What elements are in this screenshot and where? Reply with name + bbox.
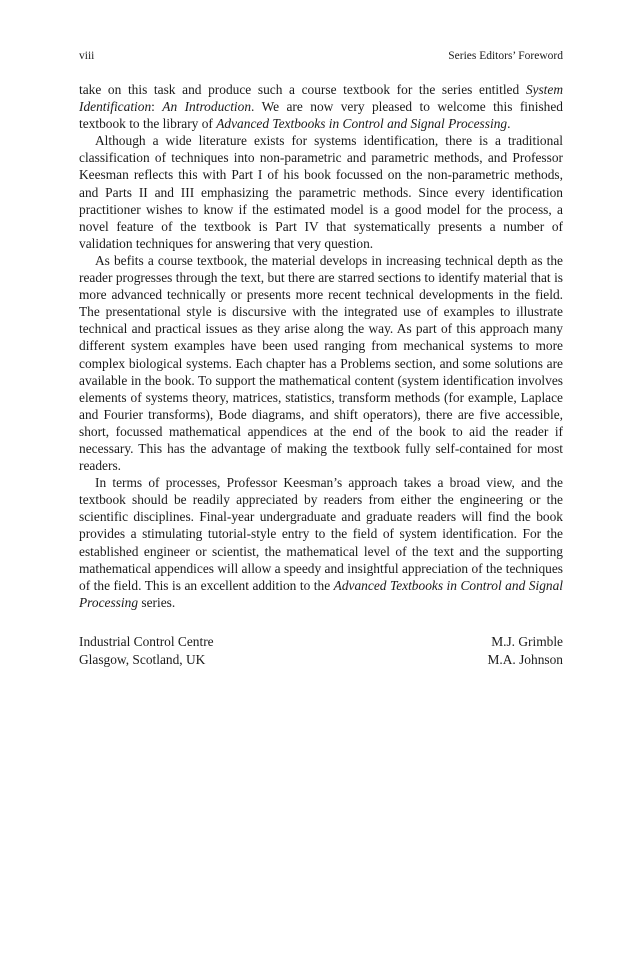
p1-series-title: Advanced Textbooks in Control and Signal Processing	[216, 116, 508, 132]
p1-text-3: . We are now very pleased to welcome this finished textbook to the library of	[79, 99, 563, 132]
foreword-body	[79, 81, 563, 611]
p4-text-2: series.	[138, 594, 176, 610]
author-2: M.A. Johnson	[487, 651, 563, 667]
affiliation-line-1: Industrial Control Centre	[79, 634, 214, 649]
paragraph-3: As befits a course textbook, the material develops in increasing technical depth as the reader progresses through the text, but there are starred sections to identify material that is more advanced technically or presents more recent technical developments in the field. The presentational style is discursive with the integrated use of examples to illustrate technical and practical issues as they arise along the way. As part of this approach many different system examples have been used ranging from mechanical systems to more complex biological systems. Each chapter has a Problems section, and some solutions are available in the book. To support the mathematical content (system identification involves elements of systems theory, matrices, statistics, transform methods (for example, Laplace and Fourier transforms), Bode diagrams, and shift operators), there are five accessible, short, focussed mathematical appendices at the end of the book to aid the reader if necessary. This has the advantage of making the textbook fully self-contained for most readers.	[79, 252, 563, 474]
p1-text-1: take on this task and produce such a course textbook for the series entitled	[79, 82, 526, 97]
p1-text-2: :	[151, 99, 163, 115]
paragraph-4	[79, 474, 563, 611]
p1-book-title: System Identification	[79, 82, 563, 115]
affiliation-line-2: Glasgow, Scotland, UK	[79, 651, 206, 667]
paragraph-2: Although a wide literature exists for systems identification, there is a traditional classification of techniques into non-parametric and parametric methods, and Professor Keesman reflects this with Part I of his book focussed on the non-parametric methods, and Parts II and III emphasizing the parametric methods. Since every identification practitioner wishes to know if the estimated model is a good model for the process, a novel feature of the textbook is Part IV that systematically presents a number of validation techniques for answering that very question.	[79, 133, 563, 251]
p1-text-4: .	[507, 116, 511, 132]
signature-block	[79, 633, 563, 668]
p4-series-title: Advanced Textbooks in Control and Signal Processing	[79, 577, 563, 610]
page-number: viii	[79, 50, 95, 62]
paragraph-1	[79, 81, 563, 132]
signature-row-1	[79, 633, 563, 651]
running-head	[79, 49, 563, 63]
signature-row-2	[79, 651, 563, 669]
author-1: M.J. Grimble	[491, 634, 563, 649]
p1-book-subtitle: An Introduction	[162, 99, 252, 115]
running-section-title: Series Editors’ Foreword	[448, 50, 563, 62]
p4-text-1: In terms of processes, Professor Keesman’s approach takes a broad view, and the textbook should be readily appreciated by readers from either the engineering or the scientific disciplines. Final-year undergraduate and graduate readers will find the book provides a stimulating tutorial-style entry to the field of system identification. For the established engineer or scientist, the mathematical level of the text and the supporting mathematical appendices will allow a speedy and insightful appreciation of the techniques of the field. This is an excellent addition to the	[79, 475, 563, 593]
